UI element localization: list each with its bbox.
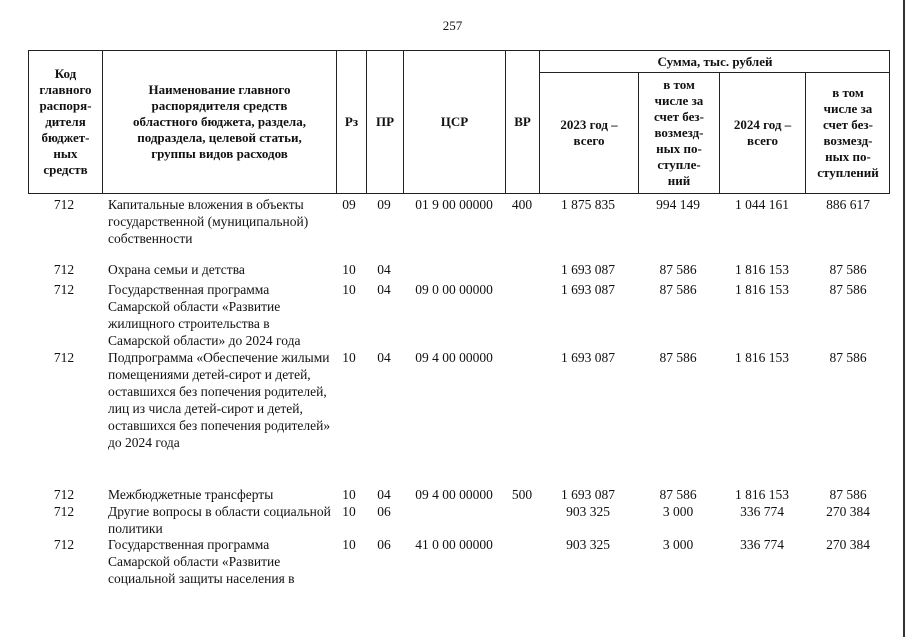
cell-pr: 04 [377,350,391,365]
header-sum-group: Сумма, тыс. рублей [657,53,773,69]
cell-sum-2023: 1 693 087 [561,350,615,365]
cell-grants-2024: 886 617 [826,197,870,212]
cell-sum-2024: 1 816 153 [735,262,789,277]
header-csr: ЦСР [440,114,469,129]
cell-rz: 10 [342,504,356,519]
cell-sum-2023: 903 325 [566,504,610,519]
header-pr: ПР [375,114,395,129]
cell-pr: 06 [377,504,391,519]
cell-code: 712 [53,504,75,519]
cell-code: 712 [53,197,75,212]
cell-grants-2024: 87 586 [829,282,867,297]
cell-sum-2024: 1 816 153 [735,350,789,365]
cell-pr: 04 [377,282,391,297]
header-name: Наименование главного распорядителя средств областного бюджета, раздела, подраздела, целевой статьи, группы видов расходов [133,82,306,161]
cell-name: Подпрограмма «Обеспечение жилыми помещениями детей-сирот и детей, оставшихся без попечения родителей, лиц из числа детей-сирот и детей, оставшихся без попечения родителей» до 2024 года [108,350,331,450]
cell-csr: 01 9 00 00000 [415,197,493,212]
cell-sum-2024: 1 816 153 [735,282,789,297]
cell-code: 712 [53,282,75,297]
cell-csr: 09 0 00 00000 [415,282,493,297]
table-body [28,194,890,637]
cell-name: Государственная программа Самарской области «Развитие социальной защиты населения в [108,537,295,586]
cell-code: 712 [53,262,75,277]
cell-sum-2023: 1 693 087 [561,262,615,277]
header-grants-2024: в том числе за счет без- возмезд- ных по- ступлений [817,85,879,180]
cell-name: Другие вопросы в области социальной политики [108,504,331,536]
cell-sum-2024: 1 044 161 [735,197,789,212]
cell-grants-2023: 87 586 [659,487,697,502]
cell-grants-2023: 87 586 [659,282,697,297]
cell-pr: 06 [377,537,391,552]
cell-grants-2024: 270 384 [826,537,870,552]
cell-grants-2024: 87 586 [829,487,867,502]
cell-rz: 10 [342,350,356,365]
cell-name: Государственная программа Самарской области «Развитие жилищного строительства в Самарской области» до 2024 года [108,282,301,348]
cell-grants-2023: 87 586 [659,350,697,365]
cell-grants-2023: 3 000 [662,537,694,552]
cell-grants-2023: 994 149 [656,197,700,212]
cell-csr: 09 4 00 00000 [415,350,493,365]
cell-grants-2024: 87 586 [829,262,867,277]
cell-grants-2024: 270 384 [826,504,870,519]
cell-name: Межбюджетные трансферты [108,487,274,502]
cell-name: Охрана семьи и детства [108,262,245,277]
cell-name: Капитальные вложения в объекты государственной (муниципальной) собственности [108,197,309,246]
header-sum-2024: 2024 год – всего [733,117,792,148]
cell-grants-2023: 87 586 [659,262,697,277]
cell-sum-2024: 336 774 [740,537,784,552]
cell-pr: 04 [377,262,391,277]
cell-vr: 400 [511,197,533,212]
cell-rz: 10 [342,487,356,502]
table-header [28,50,890,194]
cell-sum-2023: 1 693 087 [561,282,615,297]
cell-rz: 09 [342,197,356,212]
cell-rz: 10 [342,262,356,277]
cell-grants-2024: 87 586 [829,350,867,365]
cell-sum-2023: 1 693 087 [561,487,615,502]
cell-rz: 10 [342,282,356,297]
cell-sum-2023: 903 325 [566,537,610,552]
cell-grants-2023: 3 000 [662,504,694,519]
cell-sum-2023: 1 875 835 [561,197,615,212]
cell-code: 712 [53,537,75,552]
cell-csr: 41 0 00 00000 [415,537,493,552]
cell-rz: 10 [342,537,356,552]
cell-code: 712 [53,487,75,502]
header-vr: ВР [514,114,531,129]
page-number: 257 [442,18,463,33]
cell-pr: 04 [377,487,391,502]
cell-vr: 500 [511,487,533,502]
header-rz: Рз [344,114,359,129]
cell-code: 712 [53,350,75,365]
cell-csr: 09 4 00 00000 [415,487,493,502]
header-code: Код главного распоря- дителя бюджет- ных средств [39,66,92,177]
header-grants-2023: в том числе за счет без- возмезд- ных по- ступле- ний [654,77,704,188]
cell-sum-2024: 1 816 153 [735,487,789,502]
cell-pr: 09 [377,197,391,212]
header-sum-2023: 2023 год – всего [560,117,618,148]
cell-sum-2024: 336 774 [740,504,784,519]
